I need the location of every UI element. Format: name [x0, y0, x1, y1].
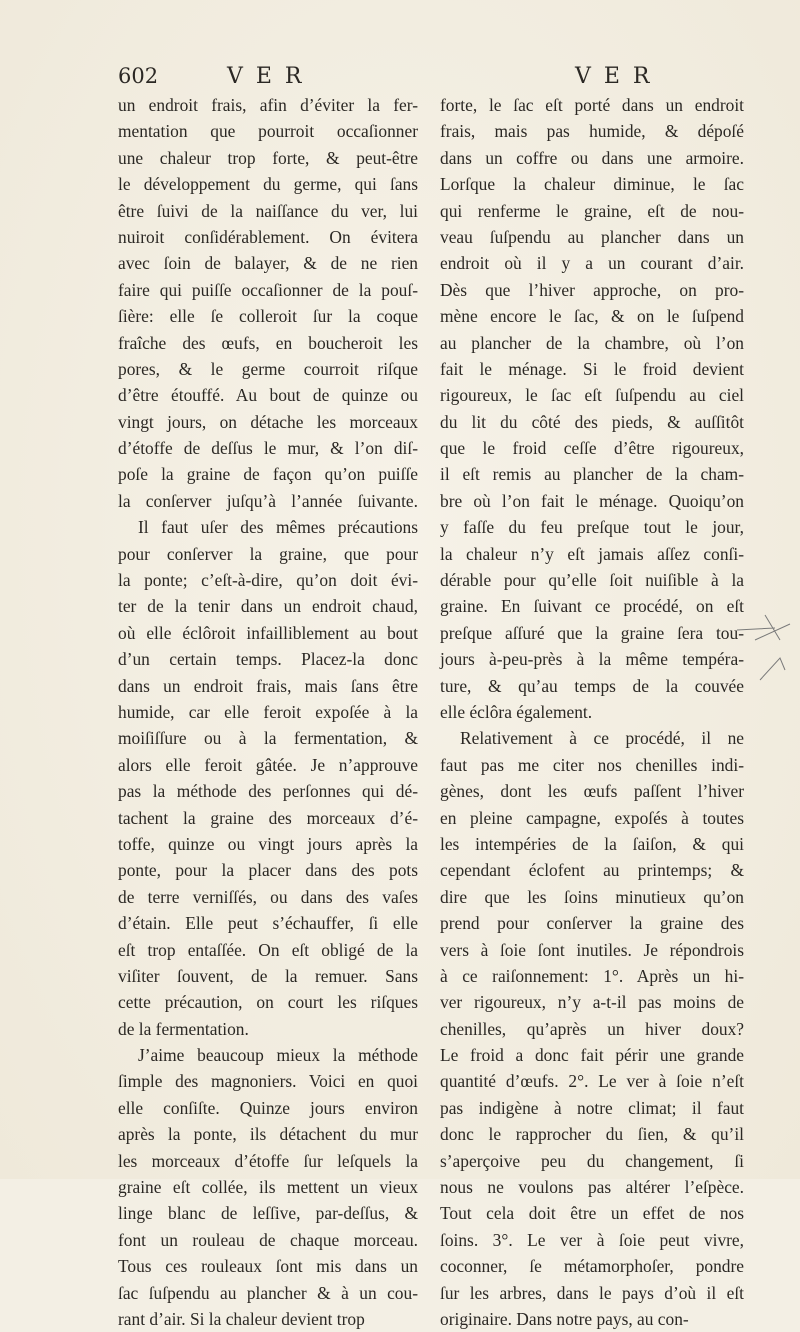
text-line: d’étoffe de deſſus le mur, & l’on diſ-: [118, 438, 418, 459]
text-line: veau ſuſpendu au plancher dans un: [440, 226, 744, 247]
text-line: Tout cela doit être un effet de nos: [440, 1203, 744, 1224]
text-line: tachent la graine des morceaux d’é-: [118, 807, 418, 828]
text-line: ver rigoureux, n’y a-t-il pas moins de: [440, 992, 744, 1013]
text-line: que le froid ceſſe d’être rigoureux,: [440, 438, 744, 459]
text-line: d’être étouffé. Au bout de quinze ou: [118, 385, 418, 406]
running-header-right: V E R: [575, 64, 653, 89]
text-line: la conſerver juſqu’à l’année ſuivante.: [118, 490, 418, 511]
text-line: J’aime beaucoup mieux la méthode: [138, 1045, 418, 1066]
text-line: elle éclôra également.: [440, 701, 593, 722]
text-line: faire qui puiſſe occaſionner de la pouſ-: [118, 279, 418, 300]
text-line: ter de la tenir dans un endroit chaud,: [118, 596, 418, 617]
text-line: une chaleur trop forte, & peut-être: [118, 147, 418, 168]
text-line: de la fermentation.: [118, 1018, 249, 1039]
text-line: Dès que l’hiver approche, on pro-: [440, 279, 744, 300]
text-line: cette précaution, on court les riſques: [118, 992, 418, 1013]
text-line: Tous ces rouleaux ſont mis dans un: [118, 1256, 418, 1277]
text-line: ponte, pour la placer dans des pots: [118, 860, 418, 881]
text-line: fait le ménage. Si le froid devient: [440, 358, 744, 379]
margin-pencil-mark: [735, 610, 795, 690]
text-line: ſière: elle ſe colleroit ſur la coque: [118, 306, 418, 327]
text-line: humide, car elle feroit expoſée à la: [118, 701, 418, 722]
text-line: bre où l’on fait le ménage. Quoiqu’on: [440, 490, 744, 511]
text-line: la chaleur n’y eſt jamais aſſez conſi-: [440, 543, 744, 564]
text-line: dans un coffre ou dans une armoire.: [440, 147, 744, 168]
text-line: mentation que pourroit occaſionner: [118, 121, 418, 142]
text-line: ſimple des magnoniers. Voici en quoi: [118, 1071, 418, 1092]
text-line: graine. En ſuivant ce procédé, on eſt: [440, 596, 744, 617]
text-line: linge blanc de leſſive, par-deſſus, &: [118, 1203, 418, 1224]
text-line: d’étain. Elle peut s’échauffer, ſi elle: [118, 913, 418, 934]
text-line: coconner, ſe métamorphoſer, pondre: [440, 1256, 744, 1277]
text-line: cependant éclofent au printemps; &: [440, 860, 744, 881]
text-line: au plancher de la chambre, où l’on: [440, 332, 744, 353]
text-line: pour conſerver la graine, que pour: [118, 543, 418, 564]
text-line: avec ſoin de balayer, & de ne rien: [118, 253, 418, 274]
text-line: toffe, quinze ou vingt jours après la: [118, 833, 418, 854]
text-line: rant d’air. Si la chaleur devient trop: [118, 1308, 365, 1329]
text-line: du lit du côté des pieds, & auſſitôt: [440, 411, 744, 432]
text-line: preſque aſſuré que la graine ſera tou-: [440, 622, 744, 643]
text-line: les morceaux d’étoffe ſur leſquels la: [118, 1150, 418, 1171]
text-line: quantité d’œufs. 2°. Le ver à ſoie n’eſt: [440, 1071, 744, 1092]
right-column: [440, 92, 744, 1332]
text-line: pas indigène à notre climat; il faut: [440, 1097, 744, 1118]
text-line: forte, le ſac eſt porté dans un endroit: [440, 95, 744, 115]
text-line: jours à-peu-près à la même tempéra-: [440, 649, 744, 670]
text-line: pas la méthode des perſonnes qui dé-: [118, 781, 418, 802]
text-line: fraîche des œufs, en boucheroit les: [118, 332, 418, 353]
text-line: frais, mais pas humide, & dépoſé: [440, 121, 744, 142]
text-line: endroit où il y a un courant d’air.: [440, 253, 744, 274]
text-line: de terre verniſſés, ou dans des vaſes: [118, 886, 418, 907]
text-line: nuiroit conſidérablement. On évitera: [118, 226, 418, 247]
text-line: originaire. Dans notre pays, au con-: [440, 1308, 689, 1329]
text-line: graine eſt collée, ils mettent un vieux: [118, 1177, 418, 1198]
text-line: pores, & le germe courroit riſque: [118, 358, 418, 379]
text-line: nous ne voulons pas altérer l’eſpèce.: [440, 1177, 744, 1198]
text-line: rigoureux, le ſac eſt ſuſpendu au ciel: [440, 385, 744, 406]
text-line: font un rouleau de chaque morceau.: [118, 1229, 418, 1250]
text-line: viſiter ſouvent, de la remuer. Sans: [118, 965, 418, 986]
text-line: Relativement à ce procédé, il ne: [460, 728, 744, 749]
text-line: ſoins. 3°. Le ver à ſoie peut vivre,: [440, 1229, 744, 1250]
text-line: gènes, dont les œufs paſſent l’hiver: [440, 781, 744, 802]
text-line: chenilles, qu’après un hiver doux?: [440, 1018, 744, 1039]
text-line: ſur les arbres, dans le pays d’où il eſt: [440, 1282, 744, 1303]
text-line: vingt jours, on détache les morceaux: [118, 411, 418, 432]
text-line: d’un certain temps. Placez-la donc: [118, 649, 418, 670]
text-line: en pleine campagne, expoſés à toutes: [440, 807, 744, 828]
text-line: s’aperçoive peu du changement, ſi: [440, 1150, 744, 1171]
text-line: dire que les ſoins minutieux qu’on: [440, 886, 744, 907]
text-line: mène encore le ſac, & on le ſuſpend: [440, 306, 744, 327]
text-line: Lorſque la chaleur diminue, le ſac: [440, 174, 744, 195]
text-line: prend pour conſerver la graine des: [440, 913, 744, 934]
text-line: moiſiſſure ou à la fermentation, &: [118, 728, 418, 749]
text-line: les intempéries de la ſaiſon, & qui: [440, 833, 744, 854]
text-line: Le froid a donc fait périr une grande: [440, 1045, 744, 1066]
text-line: poſe la graine de façon qu’on puiſſe: [118, 464, 418, 485]
text-line: qui renferme le graine, eſt de nou-: [440, 200, 744, 221]
left-column: [118, 92, 418, 1332]
text-line: un endroit frais, afin d’éviter la fer-: [118, 95, 418, 115]
text-line: le développement du germe, qui ſans: [118, 174, 418, 195]
text-line: dérable pour qu’elle ſoit nuiſible à la: [440, 570, 744, 591]
text-line: être ſuivi de la naiſſance du ver, lui: [118, 200, 418, 221]
text-line: faut pas me citer nos chenilles indi-: [440, 754, 744, 775]
text-line: elle conſiſte. Quinze jours environ: [118, 1097, 418, 1118]
text-line: eſt trop entaſſée. On eſt obligé de la: [118, 939, 418, 960]
text-line: donc le rapprocher du ſien, & qu’il: [440, 1124, 744, 1145]
text-line: alors elle feroit gâtée. Je n’approuve: [118, 754, 418, 775]
text-line: y faſſe du feu preſque tout le jour,: [440, 517, 744, 538]
text-line: ſac ſuſpendu au plancher & à un cou-: [118, 1282, 418, 1303]
text-line: après la ponte, ils détachent du mur: [118, 1124, 418, 1145]
text-line: il eſt remis au plancher de la cham-: [440, 464, 744, 485]
text-line: à ce raiſonnement: 1°. Après un hi-: [440, 965, 744, 986]
text-line: la ponte; c’eſt-à-dire, qu’on doit évi-: [118, 570, 418, 591]
text-line: Il faut uſer des mêmes précautions: [138, 517, 418, 538]
text-line: où elle éclôroit infailliblement au bout: [118, 622, 418, 643]
page-number: 602: [118, 64, 159, 88]
text-line: ture, & qu’au temps de la couvée: [440, 675, 744, 696]
text-line: vers à ſoie ſont inutiles. Je répondrois: [440, 939, 744, 960]
text-line: dans un endroit frais, mais ſans être: [118, 675, 418, 696]
running-header-left: V E R: [227, 64, 305, 89]
